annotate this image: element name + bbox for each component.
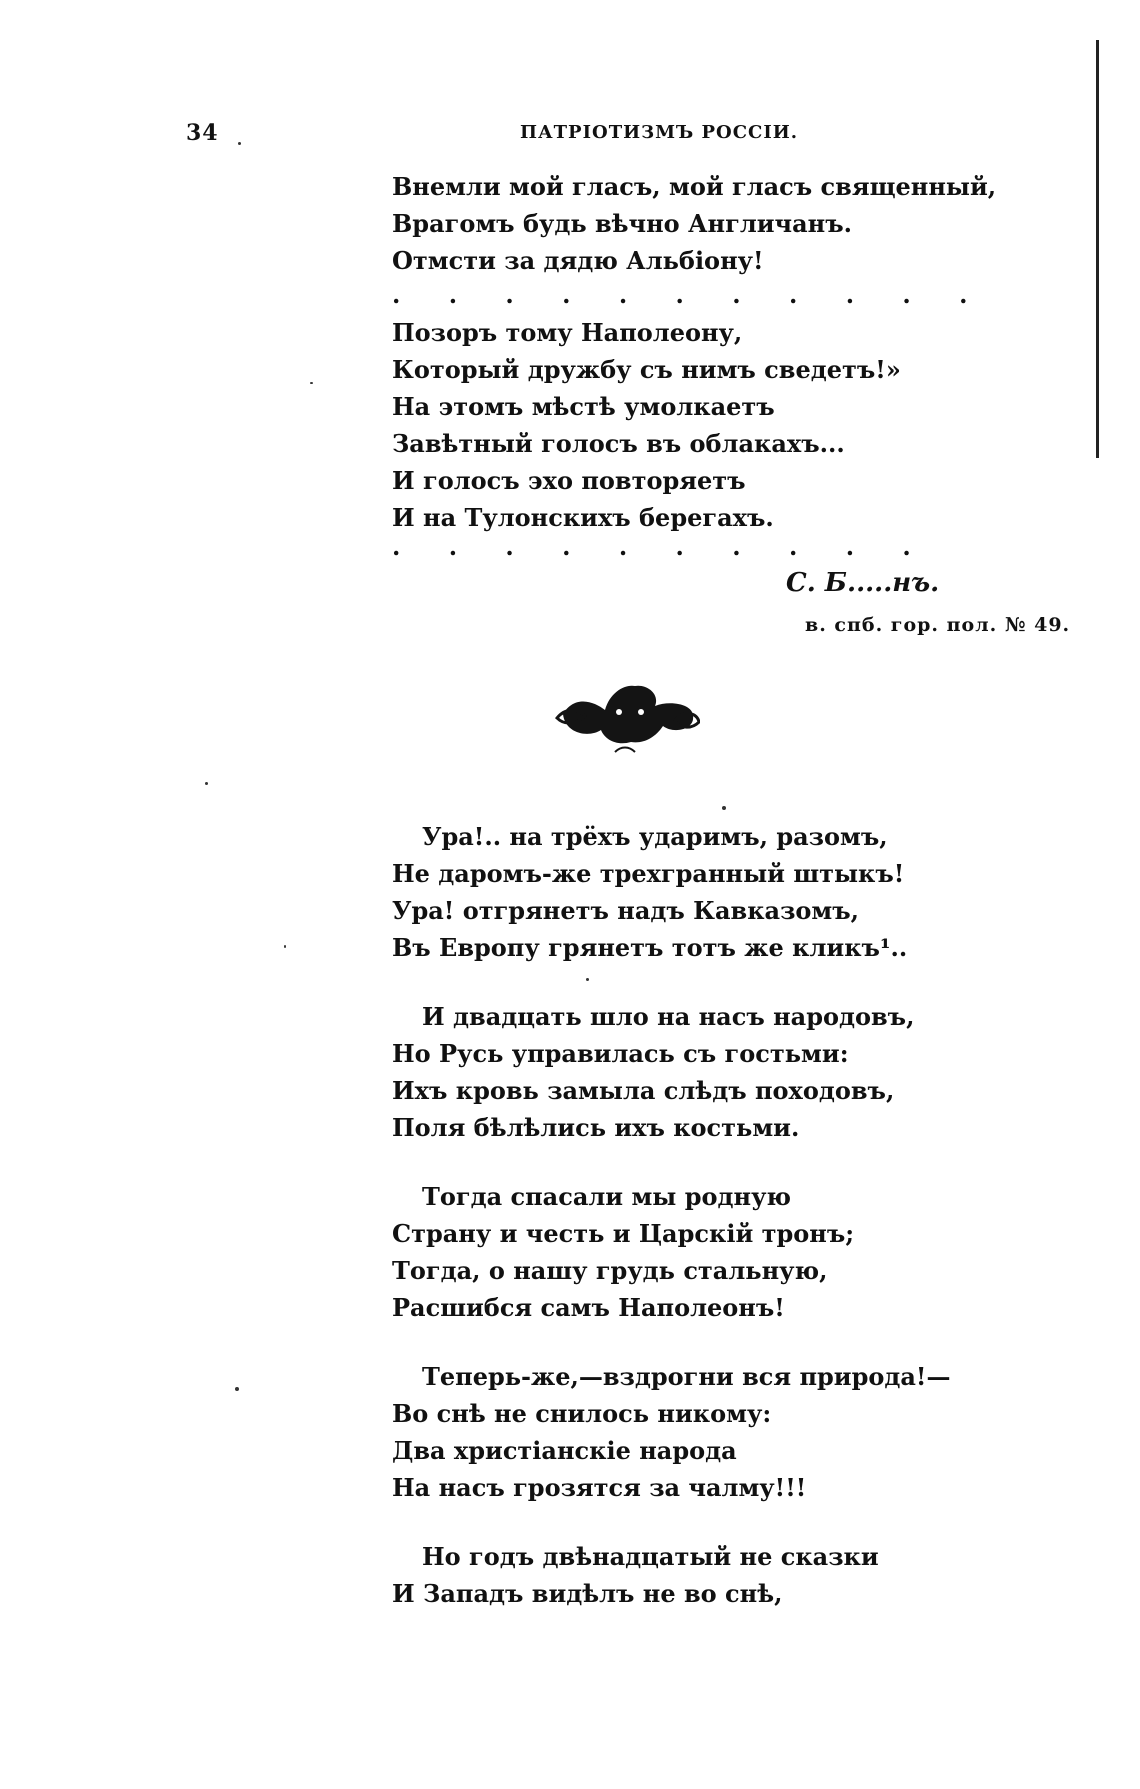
verse-line: На этомъ мѣстѣ умолкаетъ: [392, 392, 775, 421]
poem1-mid-lines: [392, 314, 901, 536]
ellipsis-row: . . . . . . . . . . .: [392, 280, 988, 309]
ellipsis-row: . . . . . . . . . .: [392, 532, 931, 561]
verse-line: Позоръ тому Наполеону,: [392, 318, 743, 347]
verse-line: Но годъ двѣнадцатый не сказки: [422, 1542, 879, 1571]
verse-line: И голосъ эхо повторяетъ: [392, 466, 746, 495]
verse-line: Внемли мой гласъ, мой гласъ священный,: [392, 172, 997, 201]
speck: [205, 782, 208, 785]
verse-line: Два христіанскіе народа: [392, 1436, 737, 1465]
page-number: 34: [186, 120, 219, 146]
author-signature: С. Б.....нъ.: [786, 568, 940, 598]
poem1-top-lines: [392, 168, 996, 279]
stanza-2: [392, 998, 914, 1146]
verse-line: Тогда, о нашу грудь стальную,: [392, 1256, 828, 1285]
running-title: ПАТРІОТИЗМЪ РОССІИ.: [520, 122, 799, 143]
speck: [722, 806, 726, 810]
verse-line: На насъ грозятся за чалму!!!: [392, 1473, 807, 1502]
speck: [310, 382, 313, 384]
verse-line: Тогда спасали мы родную: [422, 1182, 792, 1211]
speck: [586, 978, 589, 981]
stanza-1: [392, 818, 907, 966]
stanza-5: [392, 1538, 879, 1612]
verse-line: Но Русь управилась съ гостьми:: [392, 1039, 849, 1068]
speck: [284, 945, 286, 948]
verse-line: Во снѣ не снилось никому:: [392, 1399, 772, 1428]
stanza-3: [392, 1178, 854, 1326]
verse-line: Расшибся самъ Наполеонъ!: [392, 1293, 785, 1322]
verse-line: Страну и честь и Царскій тронъ;: [392, 1219, 855, 1248]
speck: [238, 142, 241, 145]
verse-line: Завѣтный голосъ въ облакахъ...: [392, 429, 845, 458]
decorative-vignette-icon: [555, 672, 700, 754]
verse-line: Который дружбу съ нимъ сведетъ!»: [392, 355, 901, 384]
source-citation: в. спб. гор. пол. № 49.: [805, 614, 1071, 636]
verse-line: Врагомъ будь вѣчно Англичанъ.: [392, 209, 852, 238]
verse-line: Не даромъ-же трехгранный штыкъ!: [392, 859, 905, 888]
verse-line: Поля бѣлѣлись ихъ костьми.: [392, 1113, 800, 1142]
speck: [235, 1387, 239, 1391]
verse-line: Ура!.. на трёхъ ударимъ, разомъ,: [422, 822, 888, 851]
verse-line: И Западъ видѣлъ не во снѣ,: [392, 1579, 783, 1608]
verse-line: Ура! отгрянетъ надъ Кавказомъ,: [392, 896, 860, 925]
verse-line: Теперь-же,—вздрогни вся природа!—: [422, 1362, 951, 1391]
verse-line: Ихъ кровь замыла слѣдъ походовъ,: [392, 1076, 895, 1105]
verse-line: Отмсти за дядю Альбіону!: [392, 246, 764, 275]
margin-rule: [1096, 40, 1099, 458]
verse-line: И двадцать шло на насъ народовъ,: [422, 1002, 915, 1031]
stanza-4: [392, 1358, 950, 1506]
verse-line: И на Тулонскихъ берегахъ.: [392, 503, 774, 532]
verse-line: Въ Европу грянетъ тотъ же кликъ¹..: [392, 933, 908, 962]
